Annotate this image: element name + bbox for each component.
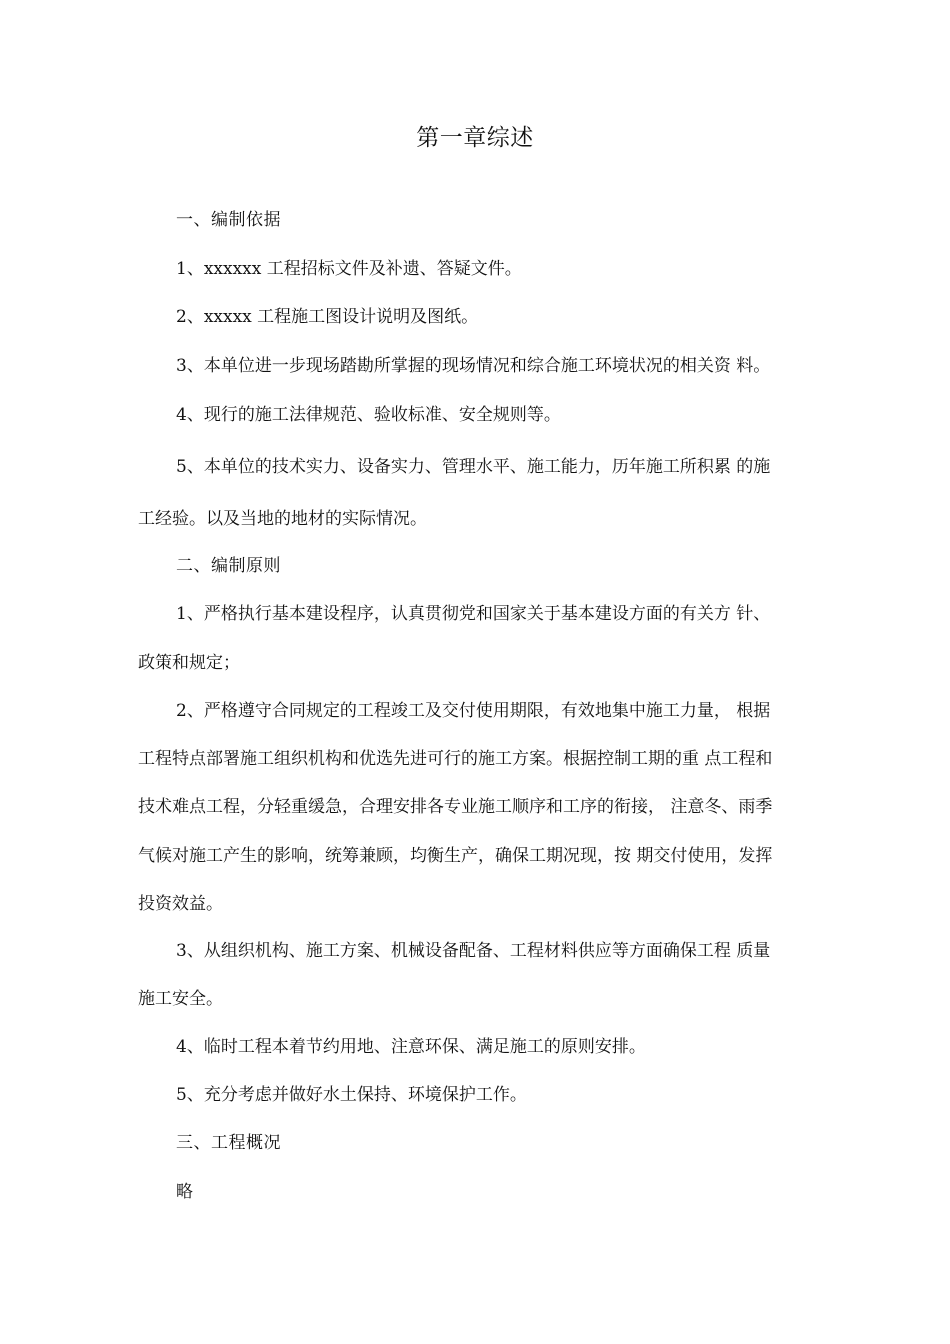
paragraph-line: 1、xxxxxx 工程招标文件及补遗、答疑文件。: [176, 259, 522, 279]
paragraph-line: 工经验。以及当地的地材的实际情况。: [138, 509, 427, 529]
paragraph-line: 4、现行的施工法律规范、验收标准、安全规则等。: [176, 405, 561, 425]
paragraph-line: 投资效益。: [138, 894, 223, 914]
paragraph-line: 4、临时工程本着节约用地、注意环保、满足施工的原则安排。: [176, 1037, 646, 1057]
paragraph-line: 5、充分考虑并做好水土保持、环境保护工作。: [176, 1085, 527, 1105]
paragraph-line: 施工安全。: [138, 989, 223, 1009]
section-heading-basis: 一、编制依据: [176, 210, 281, 230]
paragraph-line: 技术难点工程，分轻重缓急，合理安排各专业施工顺序和工序的衔接， 注意冬、雨季: [138, 797, 773, 817]
paragraph-line: 3、本单位进一步现场踏勘所掌握的现场情况和综合施工环境状况的相关资 料。: [176, 356, 771, 376]
paragraph-line: 3、从组织机构、施工方案、机械设备配备、工程材料供应等方面确保工程 质量: [176, 941, 771, 961]
paragraph-line: 2、xxxxx 工程施工图设计说明及图纸。: [176, 307, 479, 327]
paragraph-line: 略: [176, 1182, 193, 1202]
paragraph-line: 2、严格遵守合同规定的工程竣工及交付使用期限，有效地集中施工力量， 根据: [176, 701, 771, 721]
paragraph-line: 工程特点部署施工组织机构和优选先进可行的施工方案。根据控制工期的重 点工程和: [138, 749, 773, 769]
paragraph-line: 政策和规定；: [138, 653, 240, 673]
paragraph-line: 5、本单位的技术实力、设备实力、管理水平、施工能力，历年施工所积累 的施: [176, 457, 771, 477]
section-heading-principles: 二、编制原则: [176, 556, 281, 576]
paragraph-line: 气候对施工产生的影响，统筹兼顾，均衡生产，确保工期况现，按 期交付使用，发挥: [138, 846, 773, 866]
paragraph-line: 1、严格执行基本建设程序，认真贯彻党和国家关于基本建设方面的有关方 针、: [176, 604, 771, 624]
section-heading-overview: 三、工程概况: [176, 1133, 281, 1153]
page-title: 第一章综述: [416, 125, 534, 151]
